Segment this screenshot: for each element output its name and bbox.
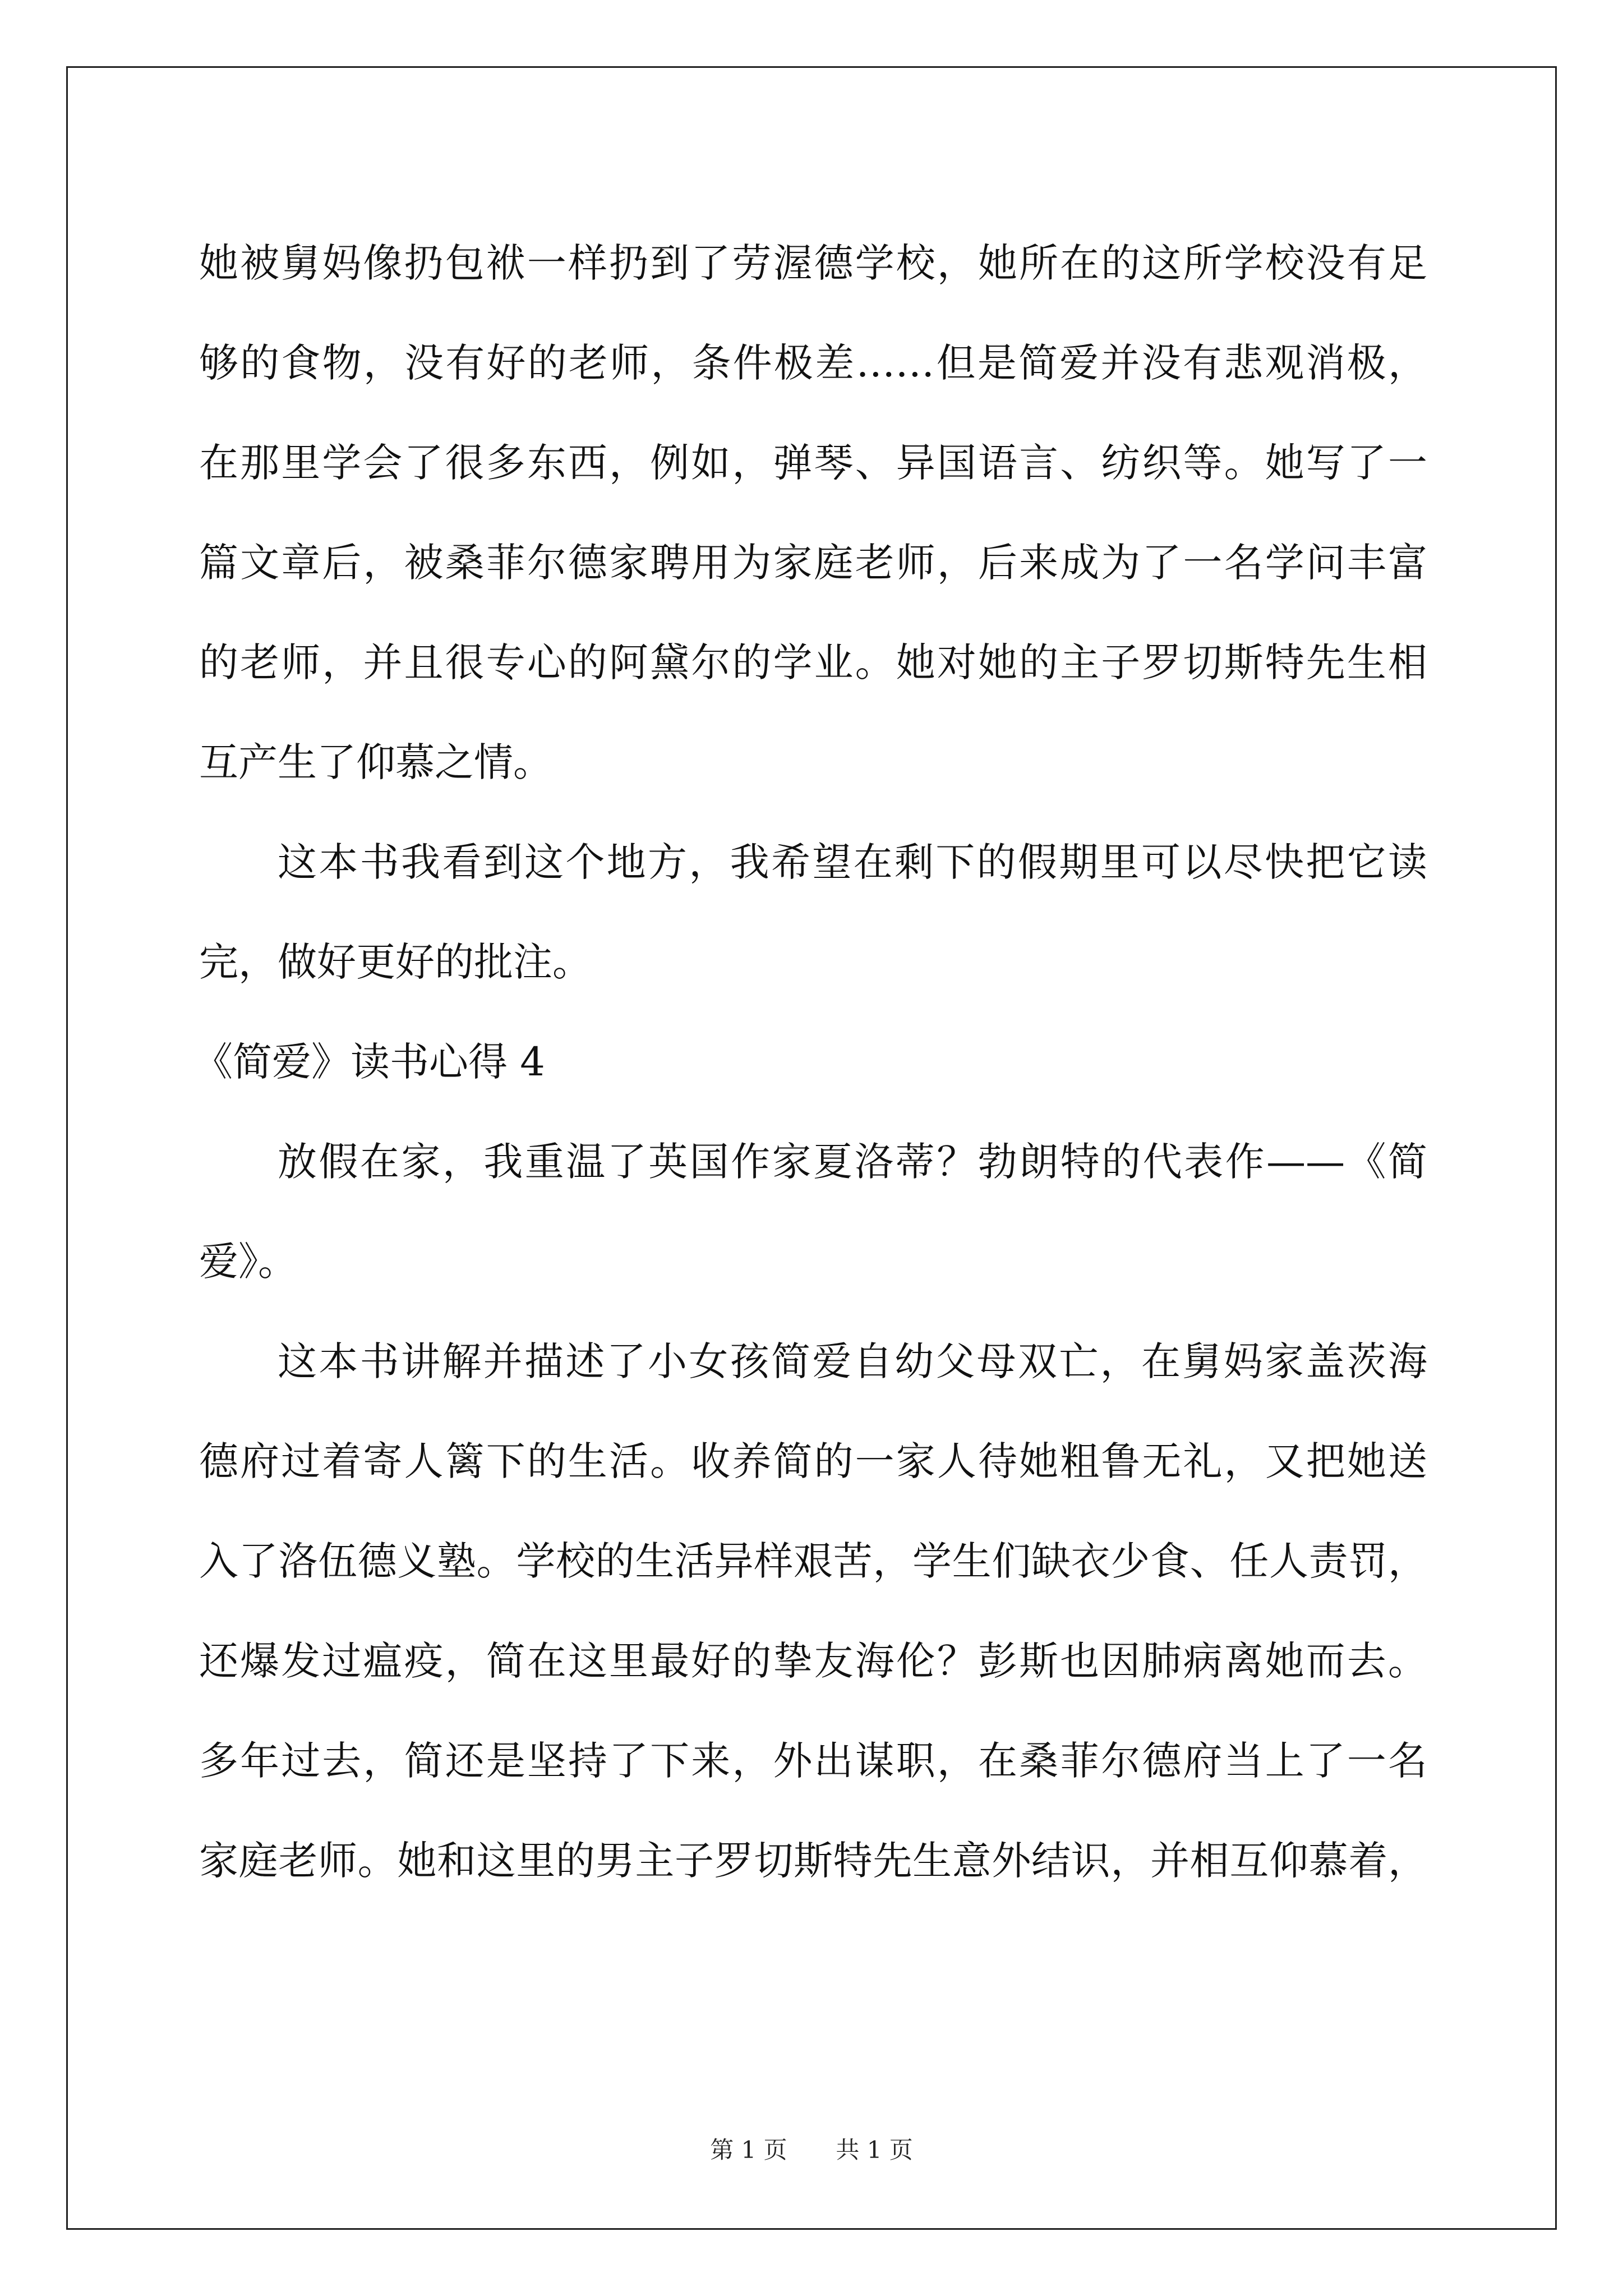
paragraph-line: 够的食物，没有好的老师，条件极差……但是简爱并没有悲观消极， <box>199 340 1427 386</box>
paragraph-line: 的老师，并且很专心的阿黛尔的学业。她对她的主子罗切斯特先生相 <box>199 639 1427 685</box>
paragraph-line: 在那里学会了很多东西，例如，弹琴、异国语言、纺织等。她写了一 <box>199 440 1427 486</box>
document-body <box>193 213 1427 1911</box>
paragraph-1 <box>199 213 1427 812</box>
paragraph-line: 德府过着寄人篱下的生活。收养简的一家人待她粗鲁无礼，又把她送 <box>199 1438 1427 1484</box>
paragraph-line: 多年过去，简还是坚持了下来，外出谋职，在桑菲尔德府当上了一名 <box>199 1738 1427 1784</box>
paragraph-3 <box>199 1112 1427 1312</box>
paragraph-line: 互产生了仰慕之情。 <box>199 739 552 785</box>
paragraph-line: 还爆发过瘟疫，简在这里最好的挚友海伦？彭斯也因肺病离她而去。 <box>199 1638 1427 1684</box>
paragraph-line: 家庭老师。她和这里的男主子罗切斯特先生意外结识，并相互仰慕着， <box>199 1838 1427 1884</box>
paragraph-line: 完，做好更好的批注。 <box>199 939 592 985</box>
paragraph-line: 这本书我看到这个地方，我希望在剩下的假期里可以尽快把它读 <box>278 839 1427 885</box>
page-total: 共 1 页 <box>836 2136 913 2164</box>
page-footer <box>0 2132 1623 2165</box>
section-heading: 《简爱》读书心得 4 <box>193 1039 545 1085</box>
paragraph-4 <box>199 1312 1427 1911</box>
paragraph-line: 这本书讲解并描述了小女孩简爱自幼父母双亡，在舅妈家盖茨海 <box>278 1338 1427 1384</box>
paragraph-2 <box>199 812 1427 1012</box>
paragraph-line: 放假在家，我重温了英国作家夏洛蒂？勃朗特的代表作——《简 <box>278 1139 1427 1185</box>
paragraph-line: 她被舅妈像扔包袱一样扔到了劳渥德学校，她所在的这所学校没有足 <box>199 240 1427 286</box>
paragraph-line: 篇文章后，被桑菲尔德家聘用为家庭老师，后来成为了一名学问丰富 <box>199 540 1427 586</box>
paragraph-line: 入了洛伍德义塾。学校的生活异样艰苦，学生们缺衣少食、任人责罚， <box>199 1538 1427 1584</box>
paragraph-line: 爱》。 <box>199 1239 297 1285</box>
page-number: 第 1 页 <box>710 2136 787 2164</box>
